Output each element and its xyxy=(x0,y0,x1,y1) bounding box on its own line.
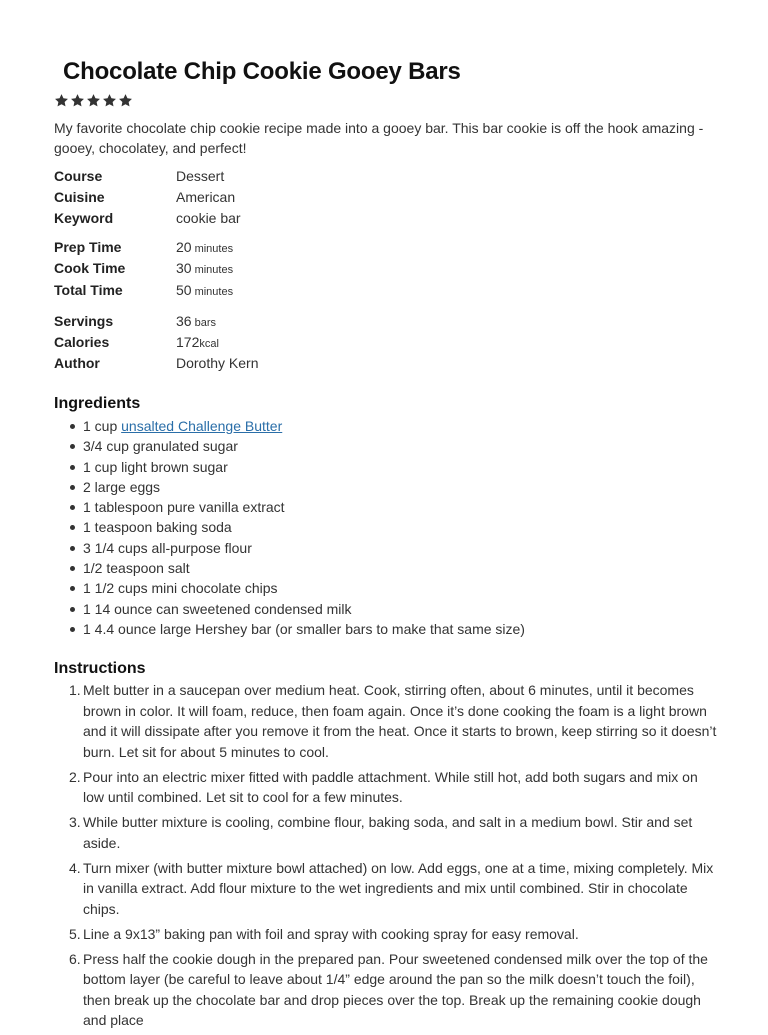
ingredient-item: 1 tablespoon pure vanilla extract xyxy=(54,497,525,517)
star-icon[interactable] xyxy=(86,93,101,108)
instruction-step xyxy=(54,858,719,920)
meta-author xyxy=(54,353,258,373)
meta-calories xyxy=(54,332,219,354)
calories-value: 172 xyxy=(176,334,200,350)
meta-label: Keyword xyxy=(54,210,114,226)
step-number: 2. xyxy=(69,768,81,785)
star-icon[interactable] xyxy=(70,93,85,108)
ingredient-item: 1 1/2 cups mini chocolate chips xyxy=(54,578,525,598)
meta-label: Servings xyxy=(54,313,114,329)
meta-label: Total Time xyxy=(54,282,123,298)
meta-value[interactable] xyxy=(176,311,216,333)
ingredient-item: 3 1/4 cups all-purpose flour xyxy=(54,538,525,558)
meta-total-time xyxy=(54,280,233,302)
ingredients-heading: Ingredients xyxy=(54,395,141,412)
meta-cuisine xyxy=(54,187,235,207)
ingredient-link[interactable]: unsalted Challenge Butter xyxy=(121,418,283,434)
step-text: Pour into an electric mixer fitted with paddle attachment. While still hot, add both sugars and mix on low until combined. Let sit to cool for a few minutes. xyxy=(83,768,698,805)
instructions-heading: Instructions xyxy=(54,660,146,677)
meta-cook-time xyxy=(54,258,233,280)
meta-servings xyxy=(54,311,216,333)
servings-unit: bars xyxy=(194,317,216,329)
meta-label: Calories xyxy=(54,334,110,350)
meta-value xyxy=(176,332,219,354)
recipe-title: Chocolate Chip Cookie Gooey Bars xyxy=(63,58,461,85)
total-time-value: 50 xyxy=(176,282,192,298)
servings-value[interactable]: 36 xyxy=(176,313,192,329)
ingredient-amount: 1 cup xyxy=(83,418,118,434)
meta-value xyxy=(176,237,233,259)
ingredients-list xyxy=(54,416,525,639)
instruction-step xyxy=(54,924,719,945)
instruction-step xyxy=(54,949,719,1031)
meta-label: Cuisine xyxy=(54,189,105,205)
cook-time-value: 30 xyxy=(176,260,192,276)
meta-label: Course xyxy=(54,168,103,184)
star-icon[interactable] xyxy=(118,93,133,108)
prep-time-unit: minutes xyxy=(194,243,234,255)
star-icon[interactable] xyxy=(102,93,117,108)
instruction-step xyxy=(54,812,719,853)
instructions-list xyxy=(54,680,719,1035)
meta-label: Author xyxy=(54,355,100,371)
ingredient-item xyxy=(54,416,525,436)
step-text: Turn mixer (with butter mixture bowl attached) on low. Add eggs, one at a time, mixing completely. Mix in vanilla extract. Add flour mixture to the wet ingredients and mix until combined. Stir in chocolate chips. xyxy=(83,859,714,917)
step-number: 5. xyxy=(69,925,81,942)
ingredient-item: 1 4.4 ounce large Hershey bar (or smaller bars to make that same size) xyxy=(54,619,525,639)
calories-unit: kcal xyxy=(199,338,219,350)
step-number: 1. xyxy=(69,682,81,698)
meta-course xyxy=(54,166,224,186)
recipe-summary: My favorite chocolate chip cookie recipe made into a gooey bar. This bar cookie is off the hook amazing - gooey, chocolatey, and perfect! xyxy=(54,120,704,156)
meta-value: Dorothy Kern xyxy=(176,355,259,371)
ingredient-item: 2 large eggs xyxy=(54,477,525,497)
step-text: Line a 9x13” baking pan with foil and spray with cooking spray for easy removal. xyxy=(83,925,579,942)
meta-value xyxy=(176,280,233,302)
step-number: 4. xyxy=(69,859,81,876)
step-text: While butter mixture is cooling, combine flour, baking soda, and salt in a medium bowl. Stir and set aside. xyxy=(83,814,693,851)
meta-value: Dessert xyxy=(176,168,225,184)
ingredient-item: 3/4 cup granulated sugar xyxy=(54,436,525,456)
step-text: Melt butter in a saucepan over medium heat. Cook, stirring often, about 6 minutes, until it becomes brown in color. It will foam, reduce, then foam again. Once it’s done cooking the foam is a light brown and it will dissipate after you remove it from the heat. Once it starts to brown, keep stirring so it doesn’t burn. Let sit for about 5 minutes to cool. xyxy=(83,682,717,760)
meta-value xyxy=(176,258,233,280)
instruction-step xyxy=(54,767,719,808)
instruction-step xyxy=(54,680,719,762)
meta-value: American xyxy=(176,189,236,205)
meta-value: cookie bar xyxy=(176,210,241,226)
prep-time-value: 20 xyxy=(176,239,192,255)
step-number: 6. xyxy=(69,950,81,967)
meta-label: Prep Time xyxy=(54,239,122,255)
ingredient-item: 1 cup light brown sugar xyxy=(54,457,525,477)
ingredient-item: 1 14 ounce can sweetened condensed milk xyxy=(54,599,525,619)
ingredient-item: 1 teaspoon baking soda xyxy=(54,517,525,537)
ingredient-item: 1/2 teaspoon salt xyxy=(54,558,525,578)
step-number: 3. xyxy=(69,814,81,830)
meta-prep-time xyxy=(54,237,233,259)
star-icon[interactable] xyxy=(54,93,69,108)
total-time-unit: minutes xyxy=(194,286,234,298)
meta-keyword xyxy=(54,208,241,228)
star-rating[interactable] xyxy=(54,93,133,108)
step-text: Press half the cookie dough in the prepared pan. Pour sweetened condensed milk over the top of the bottom layer (be careful to leave about 1/4” edge around the pan so the milk doesn’t touch the foil), then break up the chocolate bar and drop pieces over the top. Break up the remaining cookie dough and place xyxy=(83,950,708,1028)
meta-label: Cook Time xyxy=(54,260,126,276)
cook-time-unit: minutes xyxy=(194,264,234,276)
